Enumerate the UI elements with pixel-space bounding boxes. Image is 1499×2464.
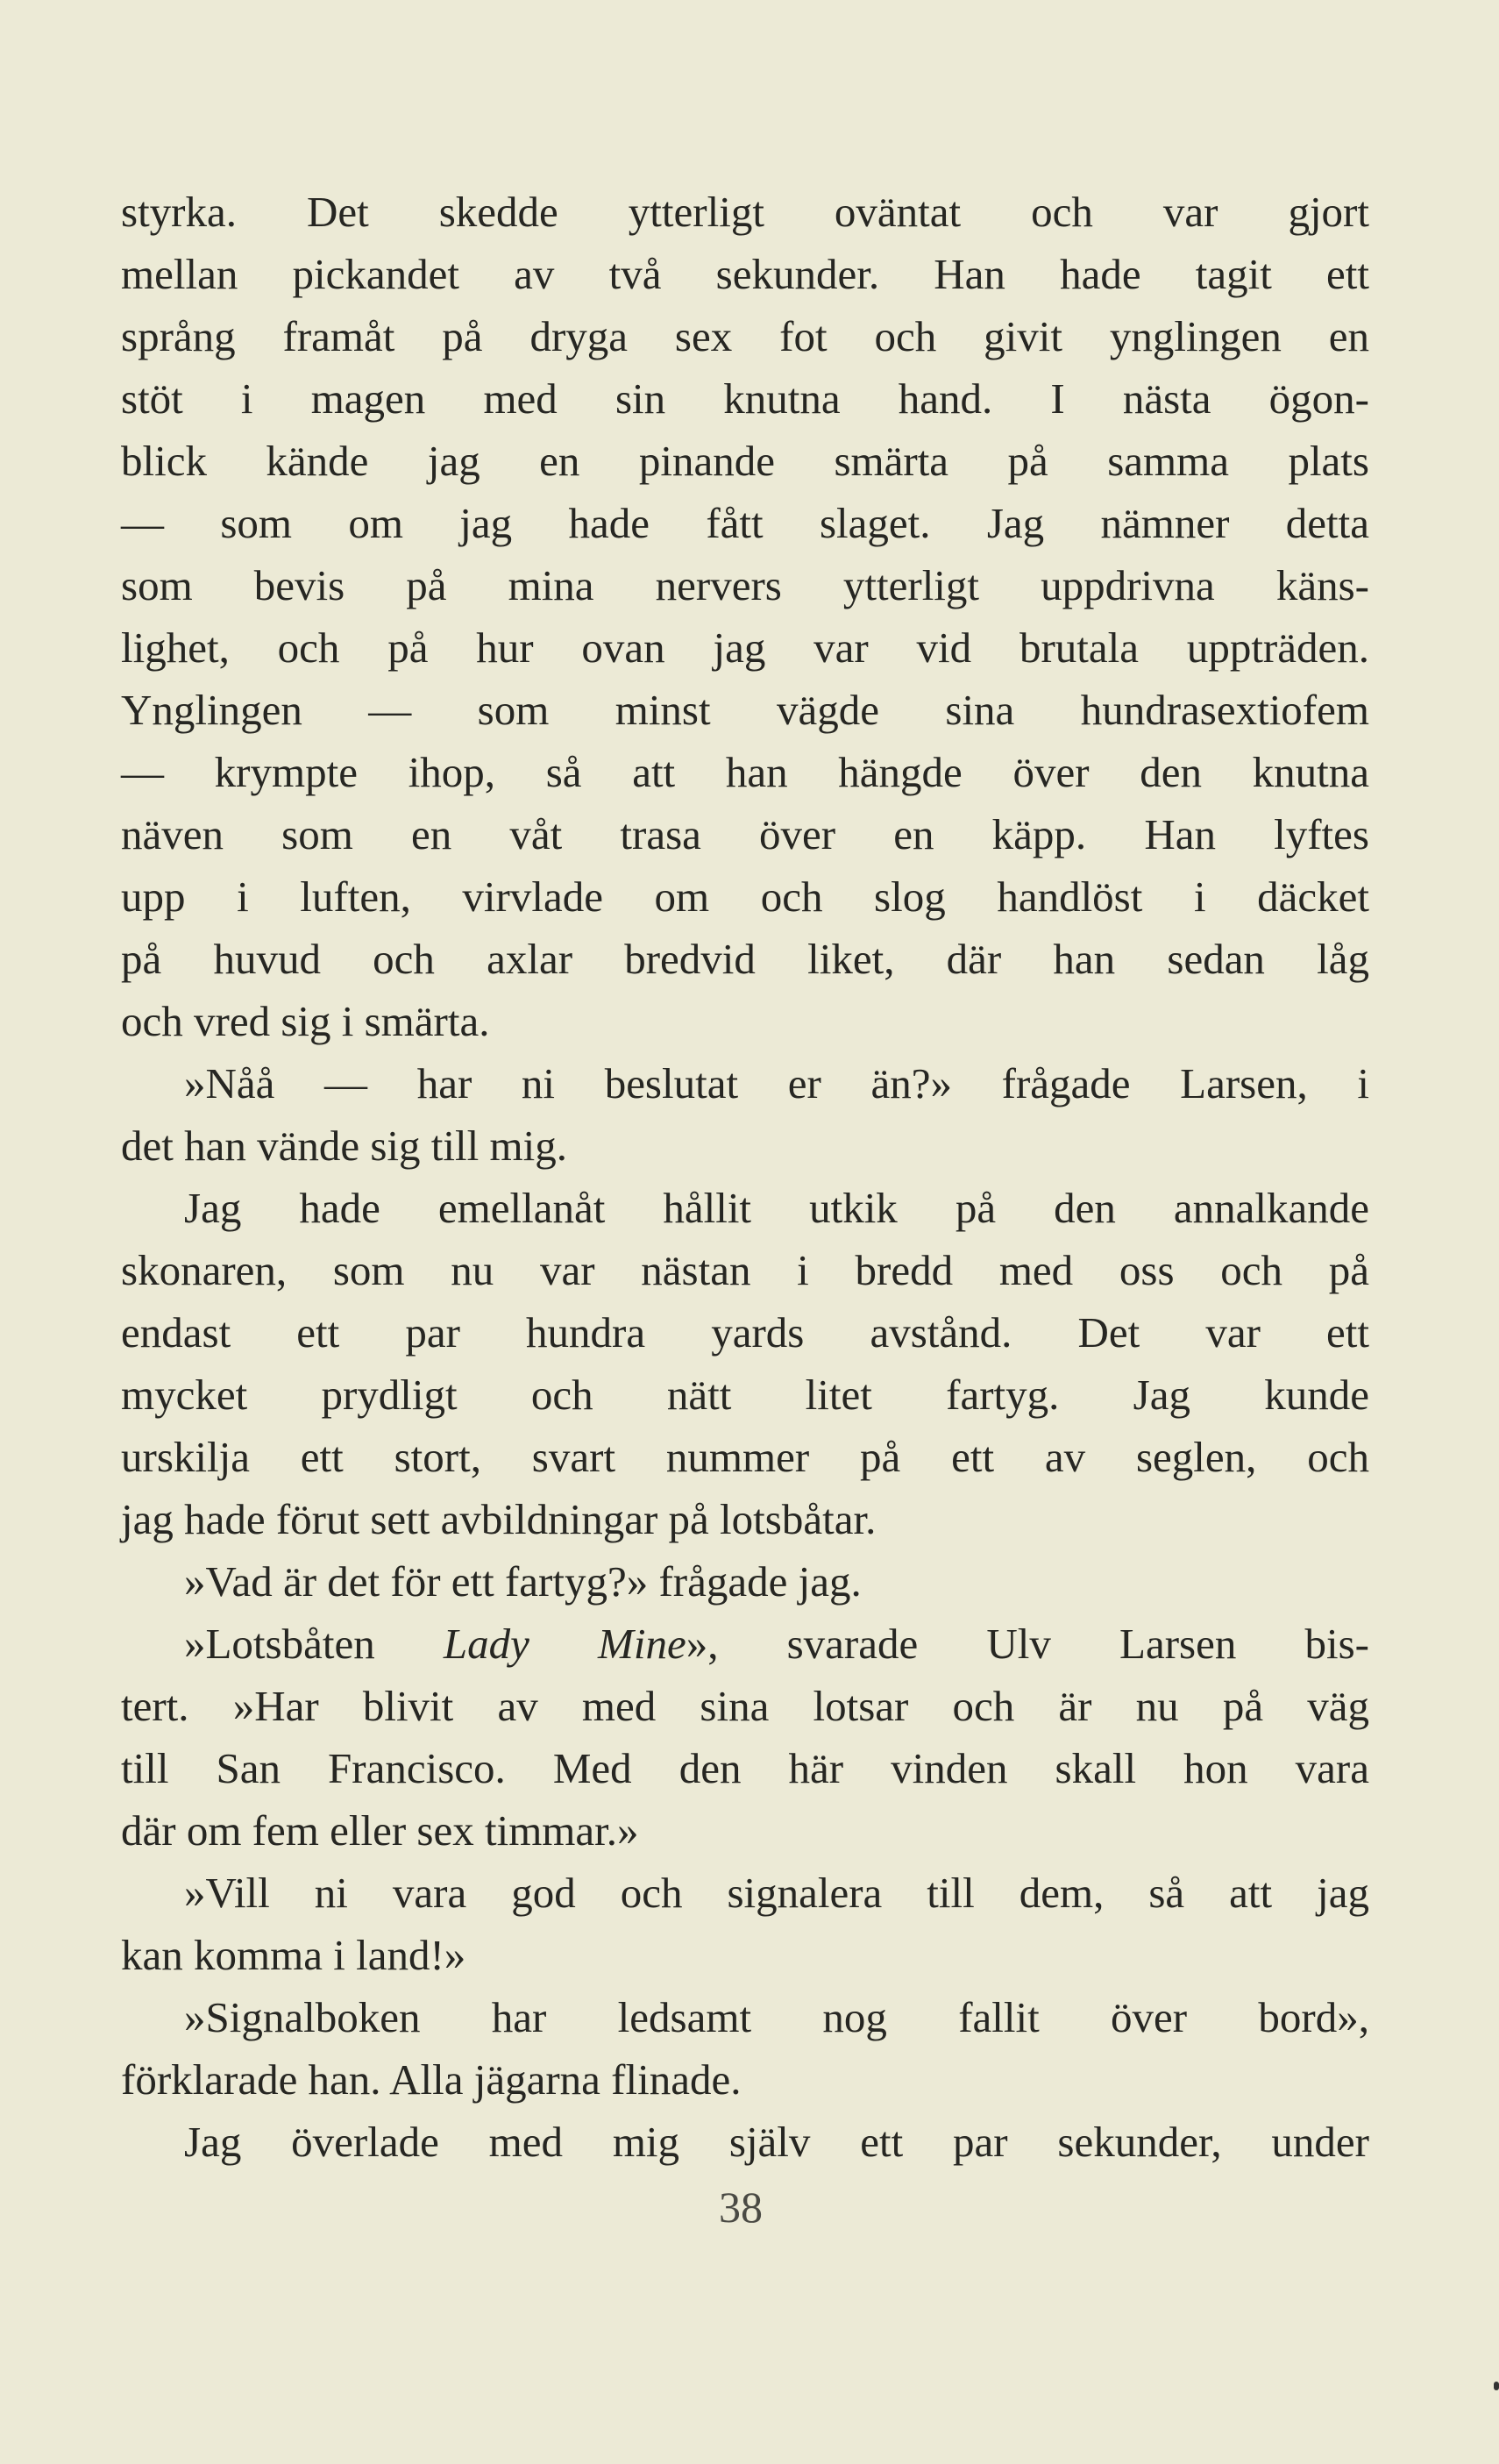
text-line: språng framåt på dryga sex fot och givit ynglingen en: [121, 312, 1369, 360]
text-line: styrka. Det skedde ytterligt oväntat och var gjort: [121, 188, 1369, 236]
text-line: upp i luften, virvlade om och slog handlöst i däcket: [121, 872, 1369, 921]
text-line: jag hade förut sett avbildningar på lotsbåtar.: [121, 1495, 877, 1543]
text-line: tert. »Har blivit av med sina lotsar och är nu på väg: [121, 1682, 1369, 1730]
ship-name: Lady Mine: [443, 1620, 686, 1668]
text-line: som bevis på mina nervers ytterligt uppdrivna käns-: [121, 561, 1369, 609]
text-line: där om fem eller sex timmar.»: [121, 1806, 639, 1855]
text-line: på huvud och axlar bredvid liket, där han sedan låg: [121, 935, 1369, 983]
text-line: Jag överlade med mig själv ett par sekunder, under: [184, 2118, 1369, 2166]
text-line: lighet, och på hur ovan jag var vid brutala uppträden.: [121, 623, 1369, 672]
text-line: endast ett par hundra yards avstånd. Det var ett: [121, 1308, 1369, 1357]
text-line: stöt i magen med sin knutna hand. I nästa ögon-: [121, 374, 1369, 423]
text-line: förklarade han. Alla jägarna flinade.: [121, 2055, 742, 2104]
text-line: »Vad är det för ett fartyg?» frågade jag.: [184, 1557, 862, 1606]
text-line: mellan pickandet av två sekunder. Han hade tagit ett: [121, 250, 1369, 298]
text-line: skonaren, som nu var nästan i bredd med oss och på: [121, 1246, 1369, 1294]
text-line: »Signalboken har ledsamt nog fallit över bord»,: [184, 1993, 1369, 2041]
text-line: kan komma i land!»: [121, 1931, 466, 1979]
text-line: — krympte ihop, så att han hängde över den knutna: [121, 748, 1369, 796]
text-line: [121, 1613, 1369, 1675]
line-part: »Lotsbåten: [184, 1620, 444, 1668]
text-line: blick kände jag en pinande smärta på samma plats: [121, 437, 1369, 485]
text-line: det han vände sig till mig.: [121, 1122, 567, 1170]
text-line: mycket prydligt och nätt litet fartyg. Jag kunde: [121, 1371, 1369, 1419]
text-line: »Vill ni vara god och signalera till dem, så att jag: [184, 1869, 1369, 1917]
text-line: »Nåå — har ni beslutat er än?» frågade Larsen, i: [184, 1059, 1369, 1107]
text-line: näven som en våt trasa över en käpp. Han lyftes: [121, 810, 1369, 858]
print-speck: [1494, 2382, 1499, 2390]
text-line: till San Francisco. Med den här vinden skall hon vara: [121, 1744, 1369, 1792]
text-line: och vred sig i smärta.: [121, 997, 490, 1045]
text-line: — som om jag hade fått slaget. Jag nämner detta: [121, 499, 1369, 547]
page-number: 38: [719, 2183, 763, 2232]
text-line: Ynglingen — som minst vägde sina hundrasextiofem: [121, 686, 1369, 734]
book-page: [121, 181, 1369, 2173]
line-part: », svarade Ulv Larsen bis-: [686, 1620, 1369, 1668]
text-line: Jag hade emellanåt hållit utkik på den annalkande: [184, 1184, 1369, 1232]
text-line: urskilja ett stort, svart nummer på ett av seglen, och: [121, 1433, 1369, 1481]
